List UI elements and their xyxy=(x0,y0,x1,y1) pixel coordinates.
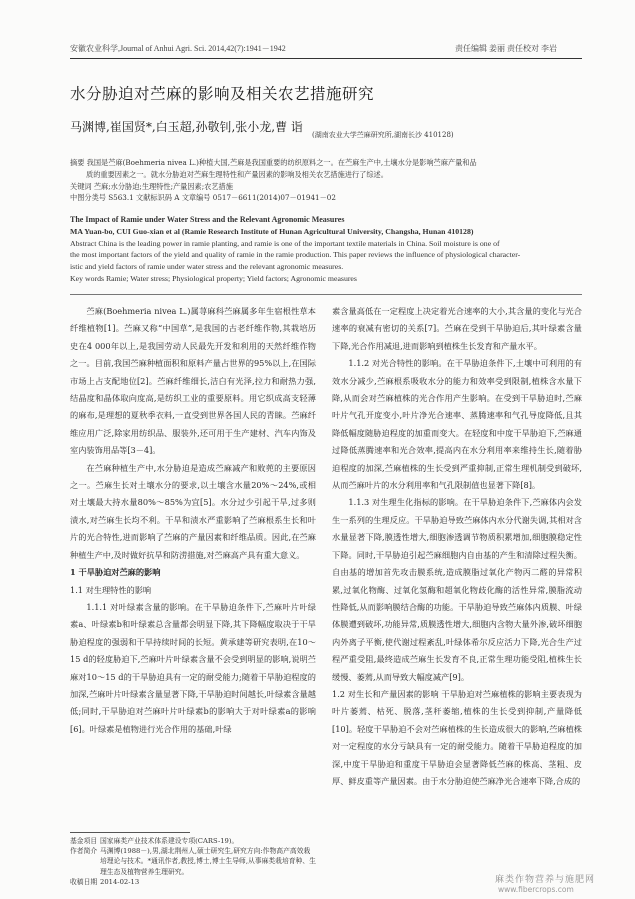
body-paragraph: 1.1.1 对叶绿素含量的影响。在干旱胁迫条件下,苎麻叶片叶绿素a、叶绿素b和叶绿素总含量都会明显下降,其下降幅度取决于干旱胁迫程度的强弱和干旱持续时间的长短。黄承建等研究表明,在10～15 d的轻度胁迫下,苎麻叶片叶绿素含量不会受到明显的影响,说明苎麻对10～15 d的干旱胁迫具有一定的耐受能力;随着干旱胁迫程度的加深,苎麻叶片叶绿素含量显著下降,干旱胁迫时间越长,叶绿素含量越低;同时,干旱胁迫对苎麻叶片叶绿素b的影响大于对叶绿素a的影响[6]。叶绿素是植物进行光合作用的基础,叶绿 xyxy=(70,601,316,734)
footnote-rule xyxy=(70,832,190,833)
footnote-key: 作者简介 xyxy=(70,847,98,856)
section-heading: 1.2 对生长和产量因素的影响 干旱胁迫对苎麻植株的影响主要表现为叶片萎蔫、枯死、脱落,茎秆萎缩,植株的生长受到抑制,产量降低[10]。轻度干旱胁迫不会对苎麻植株的生长造成很大的影响,苎麻植株对一定程度的水分亏缺具有一定的耐受能力。随着干旱胁迫程度的加深,中度干旱胁迫和重度干旱胁迫会显著降低苎麻的株高、茎粗、皮厚、鲜皮重等产量因素。由于水分胁迫使苎麻净光合速率下降,合成的 xyxy=(332,688,582,786)
footnote-value: 马渊博(1988－),男,湖北荆州人,硕士研究生,研究方向:作物高产高效栽培理论与技术。*通讯作者,教授,博士,博士生导师,从事麻类栽培育种、生理生态及植物营养生理研究。 xyxy=(100,847,316,876)
paper-title: 水分胁迫对苎麻的影响及相关农艺措施研究 xyxy=(70,85,375,103)
body-right-column xyxy=(332,303,582,790)
abstract-cn-line: 质的重要因素之一。就水分胁迫对苎麻生理特性和产量因素的影响及相关农艺措施进行了综述。 xyxy=(86,169,388,179)
english-abstract-line: Abstract China is the leading power in ramie planting, and ramie is one of the important textile materials in China. Soil moisture is one of xyxy=(70,238,500,248)
watermark-text: 麻类作物营养与施肥网 xyxy=(495,875,596,885)
abstract-rule xyxy=(70,294,582,295)
english-abstract-line: istic and yield factors of ramie under water stress and the relevant agronomic measures. xyxy=(70,262,344,272)
section-heading: 1 干旱胁迫对苎麻的影响 xyxy=(70,567,161,578)
body-paragraph: 在苎麻种植生产中,水分胁迫是造成苎麻减产和败蔸的主要原因之一。苎麻生长对土壤水分的要求,以土壤含水量20%～24%,或相对土壤最大持水量80%～85%为宜[5]。水分过少引起干旱,过多则渍水,对苎麻生长均不利。干旱和渍水严重影响了苎麻根系生长和叶片的光合特性,进而影响了苎麻的产量因素和纤维品质。因此,在苎麻种植生产中,及时做好抗旱和防涝措施,对苎麻高产具有重大意义。 xyxy=(70,462,316,560)
header-rule xyxy=(70,58,582,59)
english-title: The Impact of Ramie under Water Stress and the Relevant Agronomic Measures xyxy=(70,215,345,224)
section-heading: 1.1 对生理特性的影响 xyxy=(70,584,152,595)
footnote xyxy=(70,836,316,887)
english-abstract-line: the most important factors of the yield and quality of ramie in the ramie production. This paper reviews the influence of physiological character- xyxy=(70,250,521,260)
abstract-cn xyxy=(70,157,580,204)
body-left-column xyxy=(70,303,316,738)
abstract-cn-line: 摘要 我国是苎麻(Boehmeria nivea L.)种植大国,苎麻是我国重要的纺织原料之一。在苎麻生产中,土壤水分是影响苎麻产量和品 xyxy=(70,158,477,167)
footnote-value: 2014-02-13 xyxy=(100,877,140,886)
classification-meta: 中图分类号 S563.1 文献标识码 A 文章编号 0517－6611(2014)07－01941－02 xyxy=(70,193,336,203)
footnote-value: 国家麻类产业技术体系建设专项(CARS-19)。 xyxy=(100,837,239,845)
body-paragraph: 苎麻(Boehmeria nivea L.)属荨麻科苎麻属多年生宿根性草本纤维植物[1]。苎麻又称“中国草”,是我国的古老纤维作物,其栽培历史在4 000年以上,是我国劳动人民最先开发和利用的天然纤维作物之一。目前,我国苎麻种植面积和原料产量占世界的95%以上,在国际市场上占支配地位[2]。苎麻纤维细长,洁白有光泽,拉力和耐热力强,结晶度和晶体取向度高,是纺织工业的重要原料。用它织成高支轻薄的麻布,是理想的夏秋季衣料,一直受到世界各国人民的青睐。苎麻纤维应用广泛,除家用纺织品、服装外,还可用于生产建材、汽车内饰及室内装饰用品等[3－4]。 xyxy=(70,306,316,456)
body-paragraph: 1.1.3 对生理生化指标的影响。在干旱胁迫条件下,苎麻体内会发生一系列的生理反应。干旱胁迫导致苎麻体内水分代谢失调,其相对含水量显著下降,膜透性增大,细胞渗透调节物质积累增加,细胞膜稳定性下降。同时,干旱胁迫引起苎麻细胞内自由基的产生和清除过程失衡。自由基的增加首先攻击膜系统,造成膜脂过氧化产物丙二醛的异常积累,过氧化物酶、过氧化氢酶和超氧化物歧化酶的活性异常,膜脂流动性降低,从而影响膜结合酶的功能。干旱胁迫导致苎麻体内质膜、叶绿体膜遭到破坏,功能异常,质膜透性增大,细胞内含物大量外渗,破坏细胞内外离子平衡,使代谢过程紊乱,叶绿体希尔反应活力下降,光合生产过程严重受阻,最终造成苎麻生长发育不良,正常生理功能受阻,植株生长缓慢、萎蔫,从而导致大幅度减产[9]。 xyxy=(332,497,582,682)
editor-credits: 责任编辑 姜丽 责任校对 李岩 xyxy=(455,44,557,53)
english-authors: MA Yuan-bo, CUI Guo-xian et al (Ramie Research Institute of Hunan Agricultural University, Changsha, Hunan 410128) xyxy=(70,226,474,236)
body-paragraph: 素含量高低在一定程度上决定着光合速率的大小,其含量的变化与光合速率的衰减有密切的关系[7]。苎麻在受到干旱胁迫后,其叶绿素含量下降,光合作用减退,进而影响到植株生长发育和产量水平。 xyxy=(332,306,582,351)
english-keywords: Key words Ramie; Water stress; Physiological property; Yield factors; Agronomic measures xyxy=(70,273,357,283)
footnote-key: 基金项目 xyxy=(70,837,98,845)
author-list: 马渊博,崔国贤*,白玉超,孙敬钊,张小龙,曹 诣 xyxy=(70,120,303,134)
keywords-cn: 关键词 苎麻;水分胁迫;生理特性;产量因素;农艺措施 xyxy=(70,181,233,191)
journal-header: 安徽农业科学,Journal of Anhui Agri. Sci. 2014,42(7):1941－1942 xyxy=(70,44,286,53)
footnote-key: 收稿日期 xyxy=(70,877,98,886)
abstract-en xyxy=(70,214,580,285)
body-paragraph: 1.1.2 对光合特性的影响。在干旱胁迫条件下,土壤中可利用的有效水分减少,苎麻根系吸收水分的能力和效率受到限制,植株含水量下降,从而会对苎麻植株的光合作用产生影响。在受到干旱胁迫时,苎麻叶片气孔开度变小,叶片净光合速率、蒸腾速率和气孔导度降低,且其降低幅度随胁迫程度的加重而变大。在轻度和中度干旱胁迫下,苎麻通过降低蒸腾速率和光合效率,提高内在水分利用率来维持生长,随着胁迫程度的加深,苎麻植株的生长受到严重抑制,正常生理机制受到破坏,从而苎麻叶片的水分利用率和气孔限制值也显著下降[8]。 xyxy=(332,358,582,491)
watermark-url: www.fibercrops.com xyxy=(498,885,574,894)
affiliation: (湖南农业大学苎麻研究所,湖南长沙 410128) xyxy=(312,131,454,139)
